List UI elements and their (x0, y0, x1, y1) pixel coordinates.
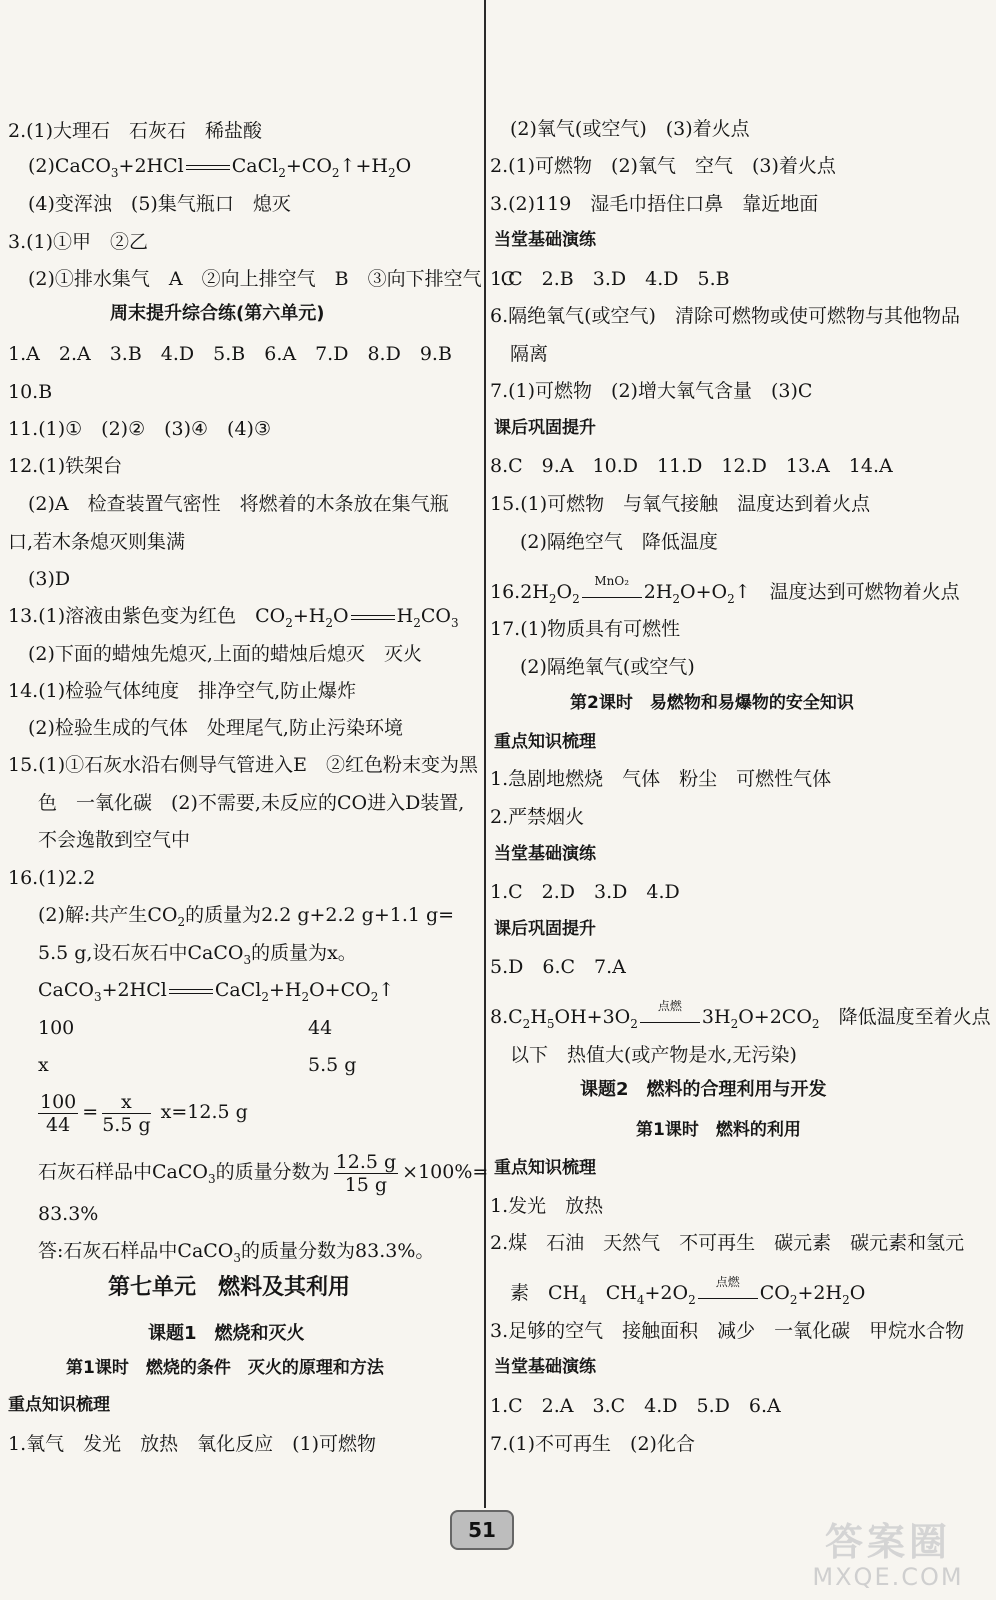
subsection-heading: 课后巩固提升 (494, 418, 596, 438)
ratio-value: 100 (38, 1017, 75, 1039)
answer-line: 1.A 2.A 3.B 4.D 5.B 6.A 7.D 8.D 9.B (8, 343, 452, 365)
lesson-heading: 第2课时 易燃物和易爆物的安全知识 (570, 693, 854, 713)
answer-line: (2)①排水集气 A ②向上排空气 B ③向下排空气 C (28, 268, 516, 290)
answer-line: 2.严禁烟火 (490, 806, 585, 828)
equals-bar (186, 165, 230, 170)
topic-heading: 课题1 燃烧和灭火 (148, 1323, 305, 1344)
reaction-condition: 点燃 (698, 1288, 758, 1299)
answer-line: 14.(1)检验气体纯度 排净空气,防止爆炸 (8, 680, 357, 702)
answer-line: 11.(1)① (2)② (3)④ (4)③ (8, 418, 272, 440)
fraction: $\frac{x}{5.5 g}$ (102, 1090, 151, 1136)
answer-line: 隔离 (510, 343, 549, 365)
answer-line: 6.隔绝氧气(或空气) 清除可燃物或使可燃物与其他物品 (490, 305, 960, 327)
answer-line: 12.(1)铁架台 (8, 455, 123, 477)
percentage-line: 石灰石样品中CaCO$_3$的质量分数为 $\frac{12.5 g}{15 g}$ ×100%= (38, 1150, 489, 1196)
watermark-logo-text: 答案圈 (824, 1520, 951, 1564)
answer-line: 2.(1)可燃物 (2)氧气 空气 (3)着火点 (490, 155, 836, 177)
answer-line: 16.(1)2.2 (8, 867, 96, 889)
right-column (490, 0, 990, 1505)
subsection-heading: 当堂基础演练 (494, 230, 596, 250)
ratio-value: 44 (308, 1017, 333, 1039)
ratio-value: 5.5 g (308, 1054, 357, 1076)
equals-bar (351, 615, 395, 620)
answer-line: 答:石灰石样品中CaCO$_3$的质量分数为83.3%。 (38, 1240, 435, 1265)
watermark (788, 1520, 988, 1590)
answer-line: (2)检验生成的气体 处理尾气,防止污染环境 (28, 717, 403, 739)
equation-line: (2)CaCO$_3$+2HCl $CaCl_2+CO_2↑+H_2O$ (28, 155, 412, 180)
equation-line: $16.2H_2O_2$ MnO₂ $2H_2O+O_2↑$ 温度达到可燃物着火点 (490, 574, 960, 606)
answer-line: 8.C 9.A 10.D 11.D 12.D 13.A 14.A (490, 455, 893, 477)
answer-line: 不会逸散到空气中 (38, 829, 191, 851)
answer-line: 1.C 2.D 3.D 4.D (490, 881, 680, 903)
answer-line: 17.(1)物质具有可燃性 (490, 618, 681, 640)
answer-line: 以下 热值大(或产物是水,无污染) (510, 1044, 797, 1066)
lesson-heading: 第1课时 燃料的利用 (636, 1120, 801, 1140)
fraction: $\frac{100}{44}$ (40, 1090, 77, 1136)
answer-line: 1.急剧地燃烧 气体 粉尘 可燃性气体 (490, 768, 832, 790)
unit-heading: 第七单元 燃料及其利用 (108, 1275, 351, 1300)
answer-line: (2)隔绝空气 降低温度 (520, 531, 718, 553)
equation-line: 素 $CH_4$ $CH_4+2O_2$ 点燃 $CO_2+2H_2O$ (510, 1275, 866, 1307)
section-heading: 周末提升综合练(第六单元) (110, 303, 325, 324)
subsection-heading: 重点知识梳理 (494, 1158, 596, 1178)
fraction: $\frac{12.5 g}{15 g}$ (335, 1150, 397, 1196)
reaction-condition: MnO₂ (582, 587, 642, 598)
answer-line: 5.D 6.C 7.A (490, 956, 626, 978)
ratio-value: x (38, 1054, 49, 1076)
answer-line: 3.(2)119 湿毛巾捂住口鼻 靠近地面 (490, 193, 819, 215)
answer-line: 10.B (8, 381, 53, 403)
answer-line: 15.(1)①石灰水沿右侧导气管进入E ②红色粉末变为黑 (8, 754, 479, 776)
page-number: 51 (450, 1510, 514, 1550)
answer-line: 83.3% (38, 1203, 99, 1225)
answer-line: 1.C 2.A 3.C 4.D 5.D 6.A (490, 1395, 781, 1417)
answer-line: (2)下面的蜡烛先熄灭,上面的蜡烛后熄灭 灭火 (28, 643, 422, 665)
answer-line: 2.煤 石油 天然气 不可再生 碳元素 碳元素和氢元 (490, 1232, 965, 1254)
answer-line: 3.足够的空气 接触面积 减少 一氧化碳 甲烷水合物 (490, 1320, 965, 1342)
left-column (0, 0, 516, 1505)
answer-line: (4)变浑浊 (5)集气瓶口 熄灭 (28, 193, 291, 215)
proportion-line: $\frac{100}{44}$ = $\frac{x}{5.5 g}$ x=12.5 g (40, 1090, 248, 1136)
answer-line: 15.(1)可燃物 与氧气接触 温度达到着火点 (490, 493, 871, 515)
answer-line: 1.发光 放热 (490, 1195, 604, 1217)
subsection-heading: 当堂基础演练 (494, 1357, 596, 1377)
answer-line: 色 一氧化碳 (2)不需要,未反应的CO进入D装置, (38, 792, 465, 814)
answer-line: (2)A 检查装置气密性 将燃着的木条放在集气瓶 (28, 493, 449, 515)
answer-line: (2)氧气(或空气) (3)着火点 (510, 118, 750, 140)
answer-line: (3)D (28, 568, 71, 590)
answer-line: 1.C 2.B 3.D 4.D 5.B (490, 268, 730, 290)
answer-line: 7.(1)不可再生 (2)化合 (490, 1433, 695, 1455)
answer-line: (2)隔绝氧气(或空气) (520, 656, 695, 678)
answer-line: 5.5 g,设石灰石中CaCO$_3$的质量为x。 (38, 942, 357, 967)
equation-line: 13.(1)溶液由紫色变为红色 $CO_2+H_2O$ $H_2CO_3$ (8, 605, 459, 630)
equals-bar (169, 989, 213, 994)
equation-line: CaCO$_3$+2HCl $CaCl_2+H_2O+CO_2↑$ (38, 979, 395, 1004)
subsection-heading: 重点知识梳理 (494, 732, 596, 752)
answer-line: 口,若木条熄灭则集满 (8, 531, 186, 553)
answer-line: 7.(1)可燃物 (2)增大氧气含量 (3)C (490, 380, 813, 402)
equation-line: $8.C_2H_5OH+3O_2$ 点燃 $3H_2O+2CO_2$ 降低温度至着火点 (490, 999, 991, 1031)
answer-line: (2)解:共产生$CO_2$的质量为2.2 g+2.2 g+1.1 g= (38, 904, 455, 929)
lesson-heading: 第1课时 燃烧的条件 灭火的原理和方法 (66, 1358, 384, 1378)
subsection-heading: 重点知识梳理 (8, 1395, 110, 1415)
watermark-site: MXQE.COM (812, 1563, 964, 1591)
answer-line: 3.(1)①甲 ②乙 (8, 231, 149, 253)
subsection-heading: 课后巩固提升 (494, 919, 596, 939)
topic-heading: 课题2 燃料的合理利用与开发 (580, 1079, 827, 1100)
reaction-condition: 点燃 (640, 1012, 700, 1023)
column-divider (484, 0, 486, 1508)
answer-line: 2.(1)大理石 石灰石 稀盐酸 (8, 120, 263, 142)
answer-line: 1.氧气 发光 放热 氧化反应 (1)可燃物 (8, 1433, 377, 1455)
subsection-heading: 当堂基础演练 (494, 844, 596, 864)
